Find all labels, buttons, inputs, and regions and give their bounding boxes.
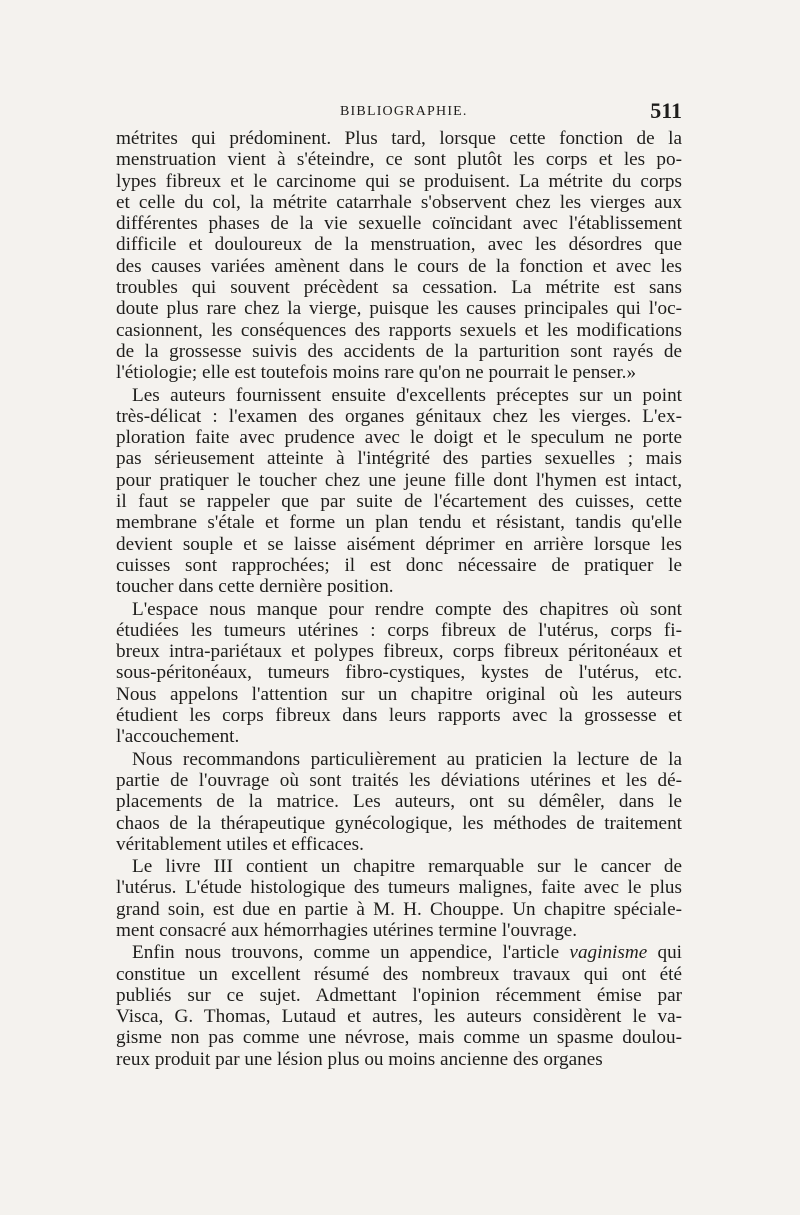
- text-line: gisme non pas comme une névrose, mais comme un spasme doulou-: [116, 1027, 682, 1049]
- text-line: reux produit par une lésion plus ou moins ancienne des organes: [116, 1048, 603, 1070]
- body-text: [116, 128, 682, 1070]
- text-line: et celle du col, la métrite catarrhale s'observent chez les vierges aux: [116, 191, 682, 213]
- text-line: toucher dans cette dernière position.: [116, 576, 394, 598]
- paragraph: [116, 942, 682, 1070]
- text-line: véritablement utiles et efficaces.: [116, 833, 364, 855]
- text-line: des causes variées amènent dans le cours de la fonction et avec les: [116, 255, 682, 277]
- text-line: lypes fibreux et le carcinome qui se produisent. La métrite du corps: [116, 170, 682, 192]
- text-line: cuisses sont rapprochées; il est donc nécessaire de pratiquer le: [116, 554, 682, 576]
- text-line: Nous recommandons particulièrement au praticien la lecture de la: [132, 748, 682, 770]
- text-line: Le livre III contient un chapitre remarquable sur le cancer de: [132, 856, 682, 878]
- text-line: casionnent, les conséquences des rapports sexuels et les modifications: [116, 319, 682, 341]
- text-line: Les auteurs fournissent ensuite d'excellents préceptes sur un point: [132, 384, 682, 406]
- text-line: Visca, G. Thomas, Lutaud et autres, les auteurs considèrent le va-: [116, 1006, 682, 1028]
- text-line: très-délicat : l'examen des organes génitaux chez les vierges. L'ex-: [116, 405, 682, 427]
- text-line: partie de l'ouvrage où sont traités les déviations utérines et les dé-: [116, 769, 682, 791]
- text-line: pas sérieusement atteinte à l'intégrité des parties sexuelles ; mais: [116, 448, 682, 470]
- text-line: L'espace nous manque pour rendre compte des chapitres où sont: [132, 598, 682, 620]
- paragraph: [116, 856, 682, 941]
- text-line: menstruation vient à s'éteindre, ce sont plutôt les corps et les po-: [116, 149, 682, 171]
- text-line: l'étiologie; elle est toutefois moins rare qu'on ne pourrait le penser.»: [116, 362, 637, 384]
- text-line: chaos de la thérapeutique gynécologique, les méthodes de traitement: [116, 812, 682, 834]
- text-line: sous-péritonéaux, tumeurs fibro-cystiques, kystes de l'utérus, etc.: [116, 662, 682, 684]
- text-line: étudiées les tumeurs utérines : corps fibreux de l'utérus, corps fi-: [116, 619, 682, 641]
- text-line: l'accouchement.: [116, 726, 240, 748]
- text-line: Enfin nous trouvons, comme un appendice, l'article vaginisme qui: [132, 942, 682, 964]
- running-title: BIBLIOGRAPHIE.: [340, 104, 468, 119]
- running-head: [116, 98, 682, 128]
- text-line: grand soin, est due en partie à M. H. Chouppe. Un chapitre spéciale-: [116, 898, 682, 920]
- paragraph: [116, 749, 682, 855]
- book-page: [116, 98, 682, 1070]
- text-line: troubles qui souvent précèdent sa cessation. La métrite est sans: [116, 277, 682, 299]
- text-line: il faut se rappeler que par suite de l'écartement des cuisses, cette: [116, 491, 682, 513]
- text-line: ment consacré aux hémorrhagies utérines termine l'ouvrage.: [116, 919, 578, 941]
- paragraph: [116, 128, 682, 384]
- text-line: breux intra-pariétaux et polypes fibreux, corps fibreux péritonéaux et: [116, 641, 682, 663]
- text-line: doute plus rare chez la vierge, puisque les causes principales qui l'oc-: [116, 298, 682, 320]
- text-line: de la grossesse suivis des accidents de la parturition sont rayés de: [116, 340, 682, 362]
- text-line: ploration faite avec prudence avec le doigt et le speculum ne porte: [116, 427, 682, 449]
- text-line: membrane s'étale et forme un plan tendu et résistant, tandis qu'elle: [116, 512, 682, 534]
- text-line: difficile et douloureux de la menstruation, avec les désordres que: [116, 234, 682, 256]
- text-line: publiés sur ce sujet. Admettant l'opinion récemment émise par: [116, 984, 682, 1006]
- text-line: Nous appelons l'attention sur un chapitre original où les auteurs: [116, 683, 682, 705]
- text-line: métrites qui prédominent. Plus tard, lorsque cette fonction de la: [116, 128, 682, 149]
- text-line: étudient les corps fibreux dans leurs rapports avec la grossesse et: [116, 705, 682, 727]
- paragraph: [116, 599, 682, 748]
- text-line: constitue un excellent résumé des nombreux travaux qui ont été: [116, 963, 682, 985]
- paragraph: [116, 385, 682, 598]
- text-line: placements de la matrice. Les auteurs, ont su démêler, dans le: [116, 791, 682, 813]
- text-line: pour pratiquer le toucher chez une jeune fille dont l'hymen est intact,: [116, 469, 682, 491]
- page-number: 511: [650, 98, 682, 123]
- text-line: devient souple et se laisse aisément déprimer en arrière lorsque les: [116, 533, 682, 555]
- text-line: différentes phases de la vie sexuelle coïncidant avec l'établissement: [116, 213, 682, 235]
- text-line: l'utérus. L'étude histologique des tumeurs malignes, faite avec le plus: [116, 877, 682, 899]
